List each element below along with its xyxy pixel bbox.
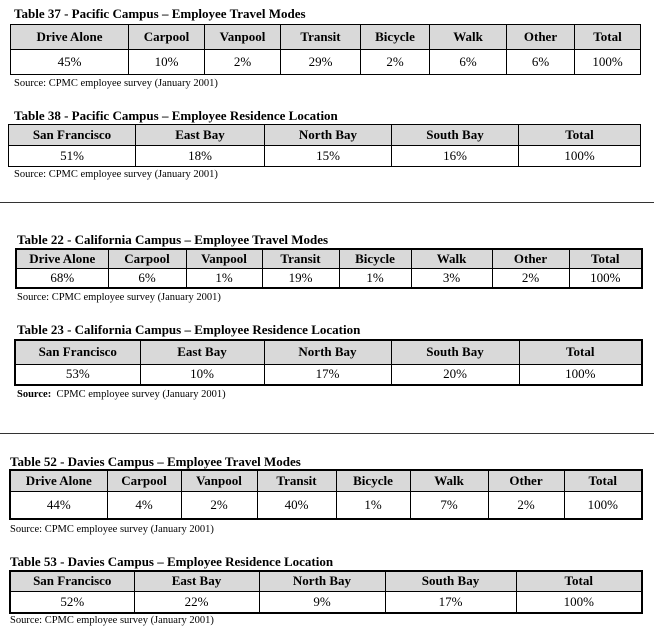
header-cell: Transit — [257, 470, 336, 491]
header-cell: Total — [519, 125, 641, 146]
header-cell: Total — [575, 25, 641, 50]
section-divider — [0, 433, 654, 434]
header-cell: North Bay — [259, 571, 385, 591]
header-cell: South Bay — [391, 340, 519, 364]
value-cell: 20% — [391, 364, 519, 385]
table-38-title: Table 38 - Pacific Campus – Employee Residence Location — [14, 108, 338, 123]
table-52 — [9, 469, 643, 520]
value-cell: 17% — [385, 591, 516, 613]
header-cell: Bicycle — [339, 249, 411, 268]
value-cell: 16% — [392, 146, 519, 167]
header-cell: Drive Alone — [11, 25, 129, 50]
header-cell: Carpool — [108, 249, 186, 268]
header-cell: Drive Alone — [10, 470, 107, 491]
header-cell: Walk — [430, 25, 507, 50]
header-cell: Vanpool — [205, 25, 281, 50]
value-cell: 100% — [575, 50, 641, 75]
table-53-source: Source: CPMC employee survey (January 2001) — [10, 615, 214, 626]
table-22 — [15, 248, 643, 289]
table-38 — [8, 124, 641, 167]
header-cell: Bicycle — [336, 470, 410, 491]
value-cell: 3% — [411, 268, 492, 288]
header-cell: Other — [507, 25, 575, 50]
table-23-title: Table 23 - California Campus – Employee Residence Location — [17, 322, 361, 337]
table-52-source: Source: CPMC employee survey (January 2001) — [10, 524, 214, 535]
header-cell: Other — [492, 249, 569, 268]
value-cell: 100% — [569, 268, 642, 288]
value-cell: 100% — [516, 591, 642, 613]
table-37 — [10, 24, 641, 75]
header-cell: Transit — [262, 249, 339, 268]
header-cell: Vanpool — [186, 249, 262, 268]
table-22-title: Table 22 - California Campus – Employee Travel Modes — [17, 232, 329, 247]
header-cell: Walk — [411, 249, 492, 268]
header-cell: Carpool — [107, 470, 181, 491]
value-cell: 53% — [15, 364, 140, 385]
header-cell: Transit — [281, 25, 361, 50]
value-cell: 45% — [11, 50, 129, 75]
header-cell: Drive Alone — [16, 249, 108, 268]
value-cell: 6% — [108, 268, 186, 288]
header-cell: Vanpool — [181, 470, 257, 491]
value-cell: 17% — [264, 364, 391, 385]
value-cell: 4% — [107, 491, 181, 519]
value-cell: 44% — [10, 491, 107, 519]
table-37-source: Source: CPMC employee survey (January 2001) — [14, 78, 218, 89]
source-label: Source: — [17, 389, 52, 400]
table-52-title: Table 52 - Davies Campus – Employee Travel Modes — [10, 454, 301, 469]
table-38-source: Source: CPMC employee survey (January 2001) — [14, 169, 218, 180]
value-cell: 7% — [410, 491, 488, 519]
header-cell: Bicycle — [361, 25, 430, 50]
value-cell: 10% — [129, 50, 205, 75]
value-cell: 15% — [265, 146, 392, 167]
value-cell: 2% — [492, 268, 569, 288]
source-text: CPMC employee survey (January 2001) — [51, 389, 226, 400]
header-cell: East Bay — [136, 125, 265, 146]
value-cell: 68% — [16, 268, 108, 288]
header-cell: Total — [569, 249, 642, 268]
value-cell: 29% — [281, 50, 361, 75]
table-53-title: Table 53 - Davies Campus – Employee Residence Location — [10, 554, 334, 569]
value-cell: 40% — [257, 491, 336, 519]
header-cell: North Bay — [264, 340, 391, 364]
value-cell: 2% — [181, 491, 257, 519]
table-23 — [14, 339, 643, 386]
value-cell: 1% — [336, 491, 410, 519]
value-cell: 1% — [186, 268, 262, 288]
value-cell: 19% — [262, 268, 339, 288]
header-cell: San Francisco — [9, 125, 136, 146]
value-cell: 52% — [10, 591, 134, 613]
header-cell: South Bay — [385, 571, 516, 591]
table-37-title: Table 37 - Pacific Campus – Employee Travel Modes — [14, 6, 306, 21]
header-cell: Other — [488, 470, 564, 491]
value-cell: 1% — [339, 268, 411, 288]
header-cell: Walk — [410, 470, 488, 491]
header-cell: San Francisco — [10, 571, 134, 591]
header-cell: East Bay — [140, 340, 264, 364]
value-cell: 22% — [134, 591, 259, 613]
value-cell: 100% — [519, 364, 642, 385]
header-cell: East Bay — [134, 571, 259, 591]
header-cell: Total — [564, 470, 642, 491]
value-cell: 10% — [140, 364, 264, 385]
header-cell: Total — [519, 340, 642, 364]
header-cell: North Bay — [265, 125, 392, 146]
value-cell: 6% — [507, 50, 575, 75]
value-cell: 2% — [488, 491, 564, 519]
value-cell: 6% — [430, 50, 507, 75]
value-cell: 100% — [564, 491, 642, 519]
value-cell: 2% — [361, 50, 430, 75]
value-cell: 100% — [519, 146, 641, 167]
header-cell: Total — [516, 571, 642, 591]
value-cell: 2% — [205, 50, 281, 75]
header-cell: South Bay — [392, 125, 519, 146]
table-53 — [9, 570, 643, 614]
value-cell: 9% — [259, 591, 385, 613]
section-divider — [0, 202, 654, 203]
value-cell: 18% — [136, 146, 265, 167]
table-22-source: Source: CPMC employee survey (January 2001) — [17, 292, 221, 303]
value-cell: 51% — [9, 146, 136, 167]
table-23-source — [17, 389, 226, 401]
header-cell: Carpool — [129, 25, 205, 50]
header-cell: San Francisco — [15, 340, 140, 364]
